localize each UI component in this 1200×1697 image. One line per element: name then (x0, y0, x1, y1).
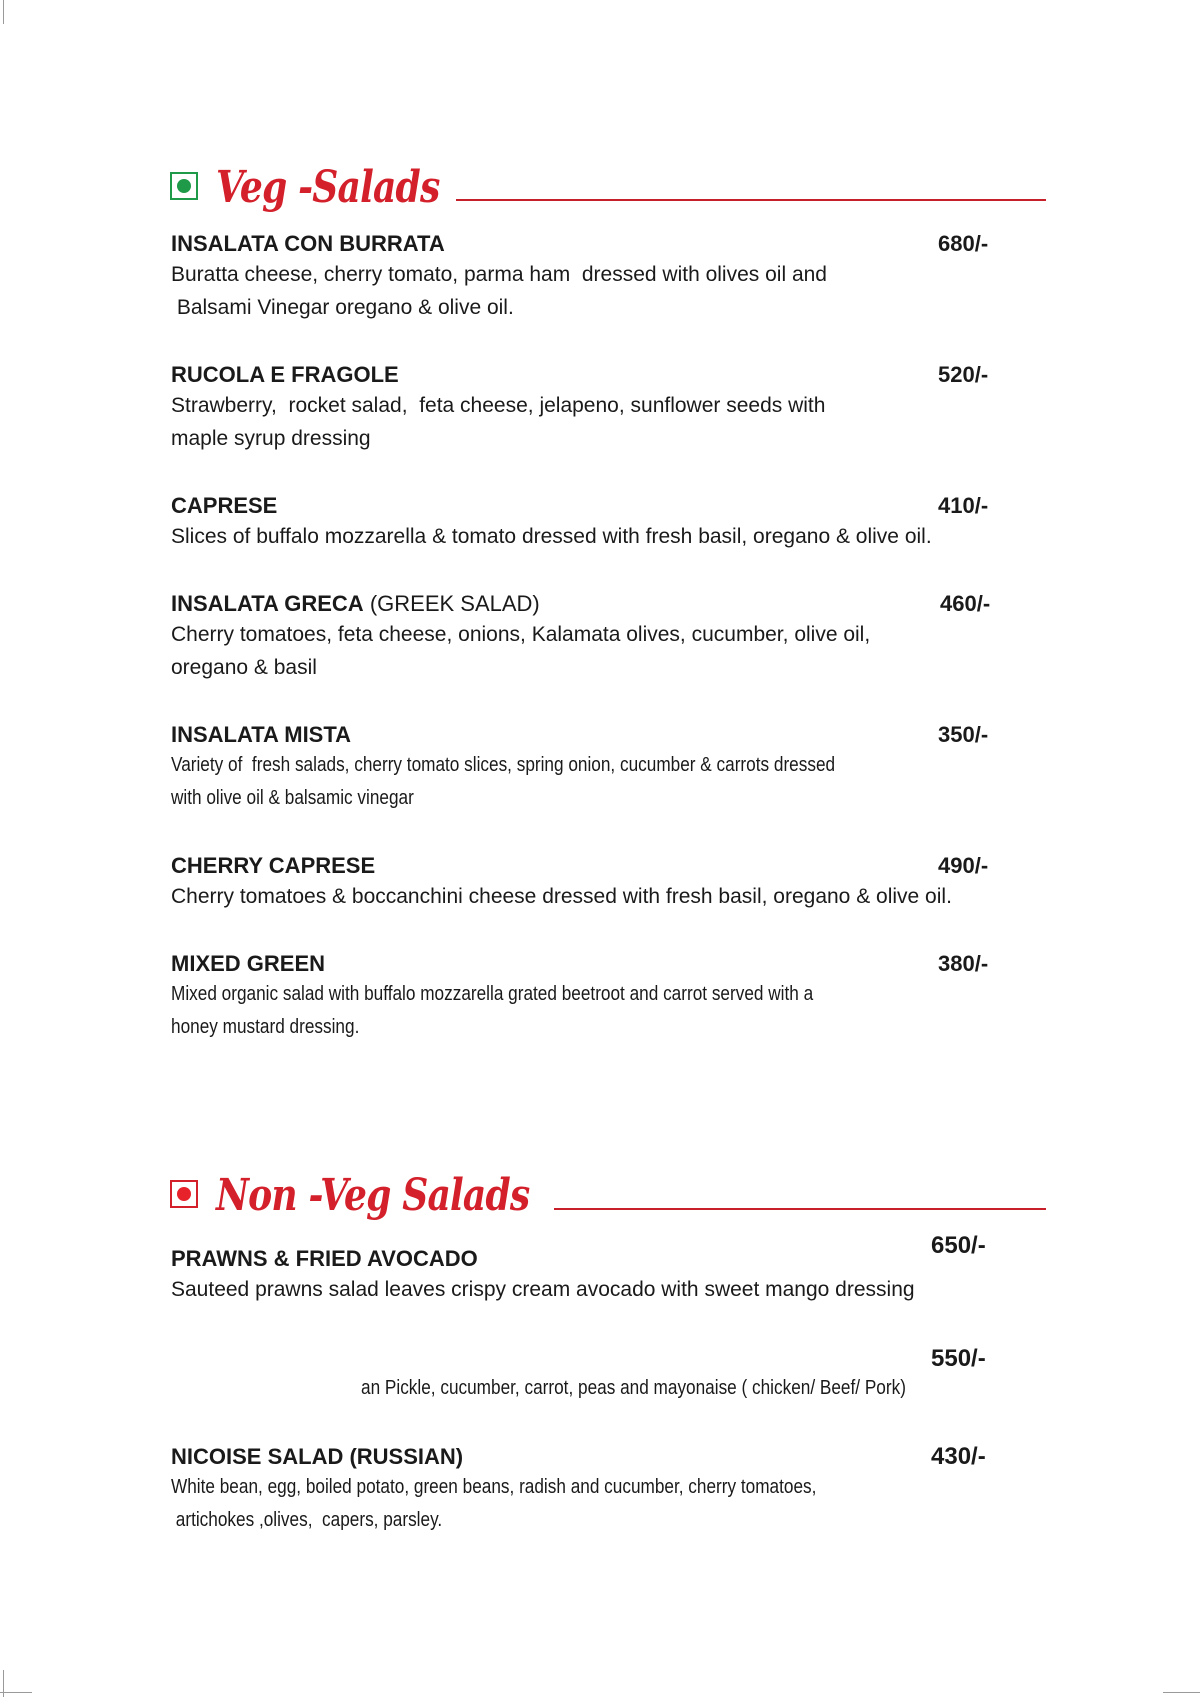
item-desc-line: an Pickle, cucumber, carrot, peas and mayonaise ( chicken/ Beef/ Pork) (361, 1377, 906, 1399)
item-desc-line: maple syrup dressing (171, 427, 371, 450)
item-desc-line: with olive oil & balsamic vinegar (171, 787, 414, 809)
veg-mark-icon (170, 172, 198, 200)
item-name: INSALATA MISTA (171, 722, 352, 747)
item-price: 380/- (938, 951, 989, 976)
section-header-veg-salads (170, 158, 1046, 228)
item-name: PRAWNS & FRIED AVOCADO (171, 1246, 478, 1271)
item-price: 410/- (938, 493, 989, 518)
menu-item (171, 721, 1071, 815)
item-desc-line: Buratta cheese, cherry tomato, parma ham dressed with olives oil and (171, 263, 827, 286)
item-desc-line: artichokes ,olives, capers, parsley. (171, 1509, 443, 1531)
item-desc-line: Variety of fresh salads, cherry tomato slices, spring onion, cucumber & carrots dressed (171, 754, 836, 776)
item-price: 350/- (938, 722, 989, 747)
menu-item (171, 852, 1071, 913)
non-veg-mark-icon (170, 1180, 198, 1208)
item-name: INSALATA GRECA (171, 591, 364, 616)
item-desc-line: Slices of buffalo mozzarella & tomato dressed with fresh basil, oregano & olive oil. (171, 525, 932, 548)
item-price: 460/- (940, 591, 991, 616)
item-desc-line: Cherry tomatoes & boccanchini cheese dressed with fresh basil, oregano & olive oil. (171, 885, 952, 908)
item-price: 430/- (931, 1443, 986, 1470)
menu-item (171, 950, 1071, 1044)
crop-mark-bottom-left-h (0, 1692, 32, 1693)
menu-item (171, 361, 1071, 455)
item-name: CAPRESE (171, 493, 278, 518)
item-desc-line: oregano & basil (171, 656, 317, 679)
item-name: INSALATA CON BURRATA (171, 231, 445, 256)
item-desc-line: Balsami Vinegar oregano & olive oil. (171, 296, 514, 319)
menu-item (171, 230, 1071, 324)
item-desc-line: honey mustard dressing. (171, 1016, 360, 1038)
section-header-non-veg-salads (170, 1172, 1046, 1242)
crop-mark-top-left (3, 0, 4, 24)
item-price: 650/- (931, 1232, 986, 1259)
item-price: 550/- (931, 1345, 986, 1372)
menu-item (171, 1232, 1071, 1306)
item-price: 520/- (938, 362, 989, 387)
item-name: CHERRY CAPRESE (171, 853, 376, 878)
item-name-suffix: (GREEK SALAD) (363, 591, 540, 616)
menu-item (171, 492, 1071, 553)
item-name: MIXED GREEN (171, 951, 326, 976)
item-desc-line: Sauteed prawns salad leaves crispy cream avocado with sweet mango dressing (171, 1278, 915, 1301)
section-title: Non -Veg Salads (216, 1170, 530, 1221)
item-desc-line: White bean, egg, boiled potato, green beans, radish and cucumber, cherry tomatoes, (171, 1476, 817, 1498)
item-name-row (171, 590, 1071, 618)
item-price: 680/- (938, 231, 989, 256)
crop-mark-bottom-right (1163, 1692, 1200, 1693)
item-desc-line: Strawberry, rocket salad, feta cheese, jelapeno, sunflower seeds with (171, 394, 826, 417)
section-title: Veg -Salads (216, 162, 440, 213)
item-desc-line: Cherry tomatoes, feta cheese, onions, Kalamata olives, cucumber, olive oil, (171, 623, 871, 646)
menu-item (171, 1443, 1071, 1537)
section-divider (456, 199, 1046, 201)
item-price: 490/- (938, 853, 989, 878)
item-desc-line: Mixed organic salad with buffalo mozzarella grated beetroot and carrot served with a (171, 983, 814, 1005)
item-name: RUCOLA E FRAGOLE (171, 362, 399, 387)
menu-item (171, 590, 1071, 684)
item-name: NICOISE SALAD (RUSSIAN) (171, 1444, 464, 1469)
section-divider (554, 1208, 1046, 1210)
